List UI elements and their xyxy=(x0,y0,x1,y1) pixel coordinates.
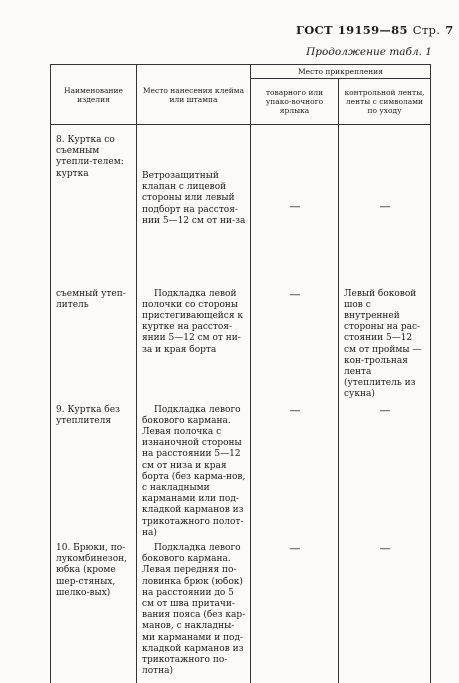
item-name-cell: 9. Куртка без утеплителя xyxy=(51,401,137,539)
item-name-cell: 8. Куртка со съемным утепли-телем: куртка xyxy=(51,125,137,285)
item-name-cell: 10. Брюки, по-лукомбинезон, юбка (кроме шер-стяных, шелко-вых) xyxy=(51,539,137,683)
standard-number: 19159—85 xyxy=(337,23,408,37)
tape-cell: — xyxy=(339,125,431,285)
stamp-place-cell: Подкладка левого бокового кармана. Левая передняя по-ловинка брюк (юбок) на расстоянии до 5 см от шва притачи-вания пояса (без кар-манов, с накладны-ми карманами и под-кладкой карманов из трикотажного по-лотна) xyxy=(137,539,251,683)
header-tape-col: контрольной ленты, ленты с символами по уходу xyxy=(339,79,431,125)
page-label: Стр. xyxy=(412,23,441,37)
stamp-place-cell: Подкладка левого бокового кармана. Левая полочка с изнаночной стороны на расстоянии 5—12 см от низа и края борта (без карма-нов, с накладными карманами или под-кладкой карманов из трикотажного полот-на) xyxy=(137,401,251,539)
header-stamp-place: Место нанесения клейма или штампа xyxy=(137,65,251,125)
tape-cell: — xyxy=(339,539,431,683)
table-row xyxy=(51,285,431,401)
page-number: 7 xyxy=(445,23,454,37)
label-cell: — xyxy=(251,125,339,285)
stamp-place-cell: Ветрозащитный клапан с лицевой стороны или левый подборт на расстоя-нии 5—12 см от ни-за xyxy=(137,125,251,285)
header-label-col: товарного или упако-вочного ярлыка xyxy=(251,79,339,125)
label-cell: — xyxy=(251,539,339,683)
tape-cell: — xyxy=(339,401,431,539)
label-cell: — xyxy=(251,285,339,401)
standard-label: ГОСТ xyxy=(296,23,333,37)
table-row xyxy=(51,125,431,285)
table-row xyxy=(51,401,431,539)
item-name-cell: съемный утеп-литель xyxy=(51,285,137,401)
header-attachment-place: Место прикрепления xyxy=(251,65,431,79)
placement-table xyxy=(50,64,431,683)
table-row xyxy=(51,539,431,683)
page-header xyxy=(296,23,459,37)
tape-cell: Левый боковой шов с внутренней стороны на рас-стоянии 5—12 см от проймы — кон-трольная лента (утеплитель из сукна) xyxy=(339,285,431,401)
table-continuation-caption: Продолжение табл. 1 xyxy=(306,46,432,58)
stamp-place-cell: Подкладка левой полочки со стороны пристегивающейся к куртке на расстоя-янии 5—12 см от ни-за и края борта xyxy=(137,285,251,401)
label-cell: — xyxy=(251,401,339,539)
header-item-name: Наименование изделия xyxy=(51,65,137,125)
